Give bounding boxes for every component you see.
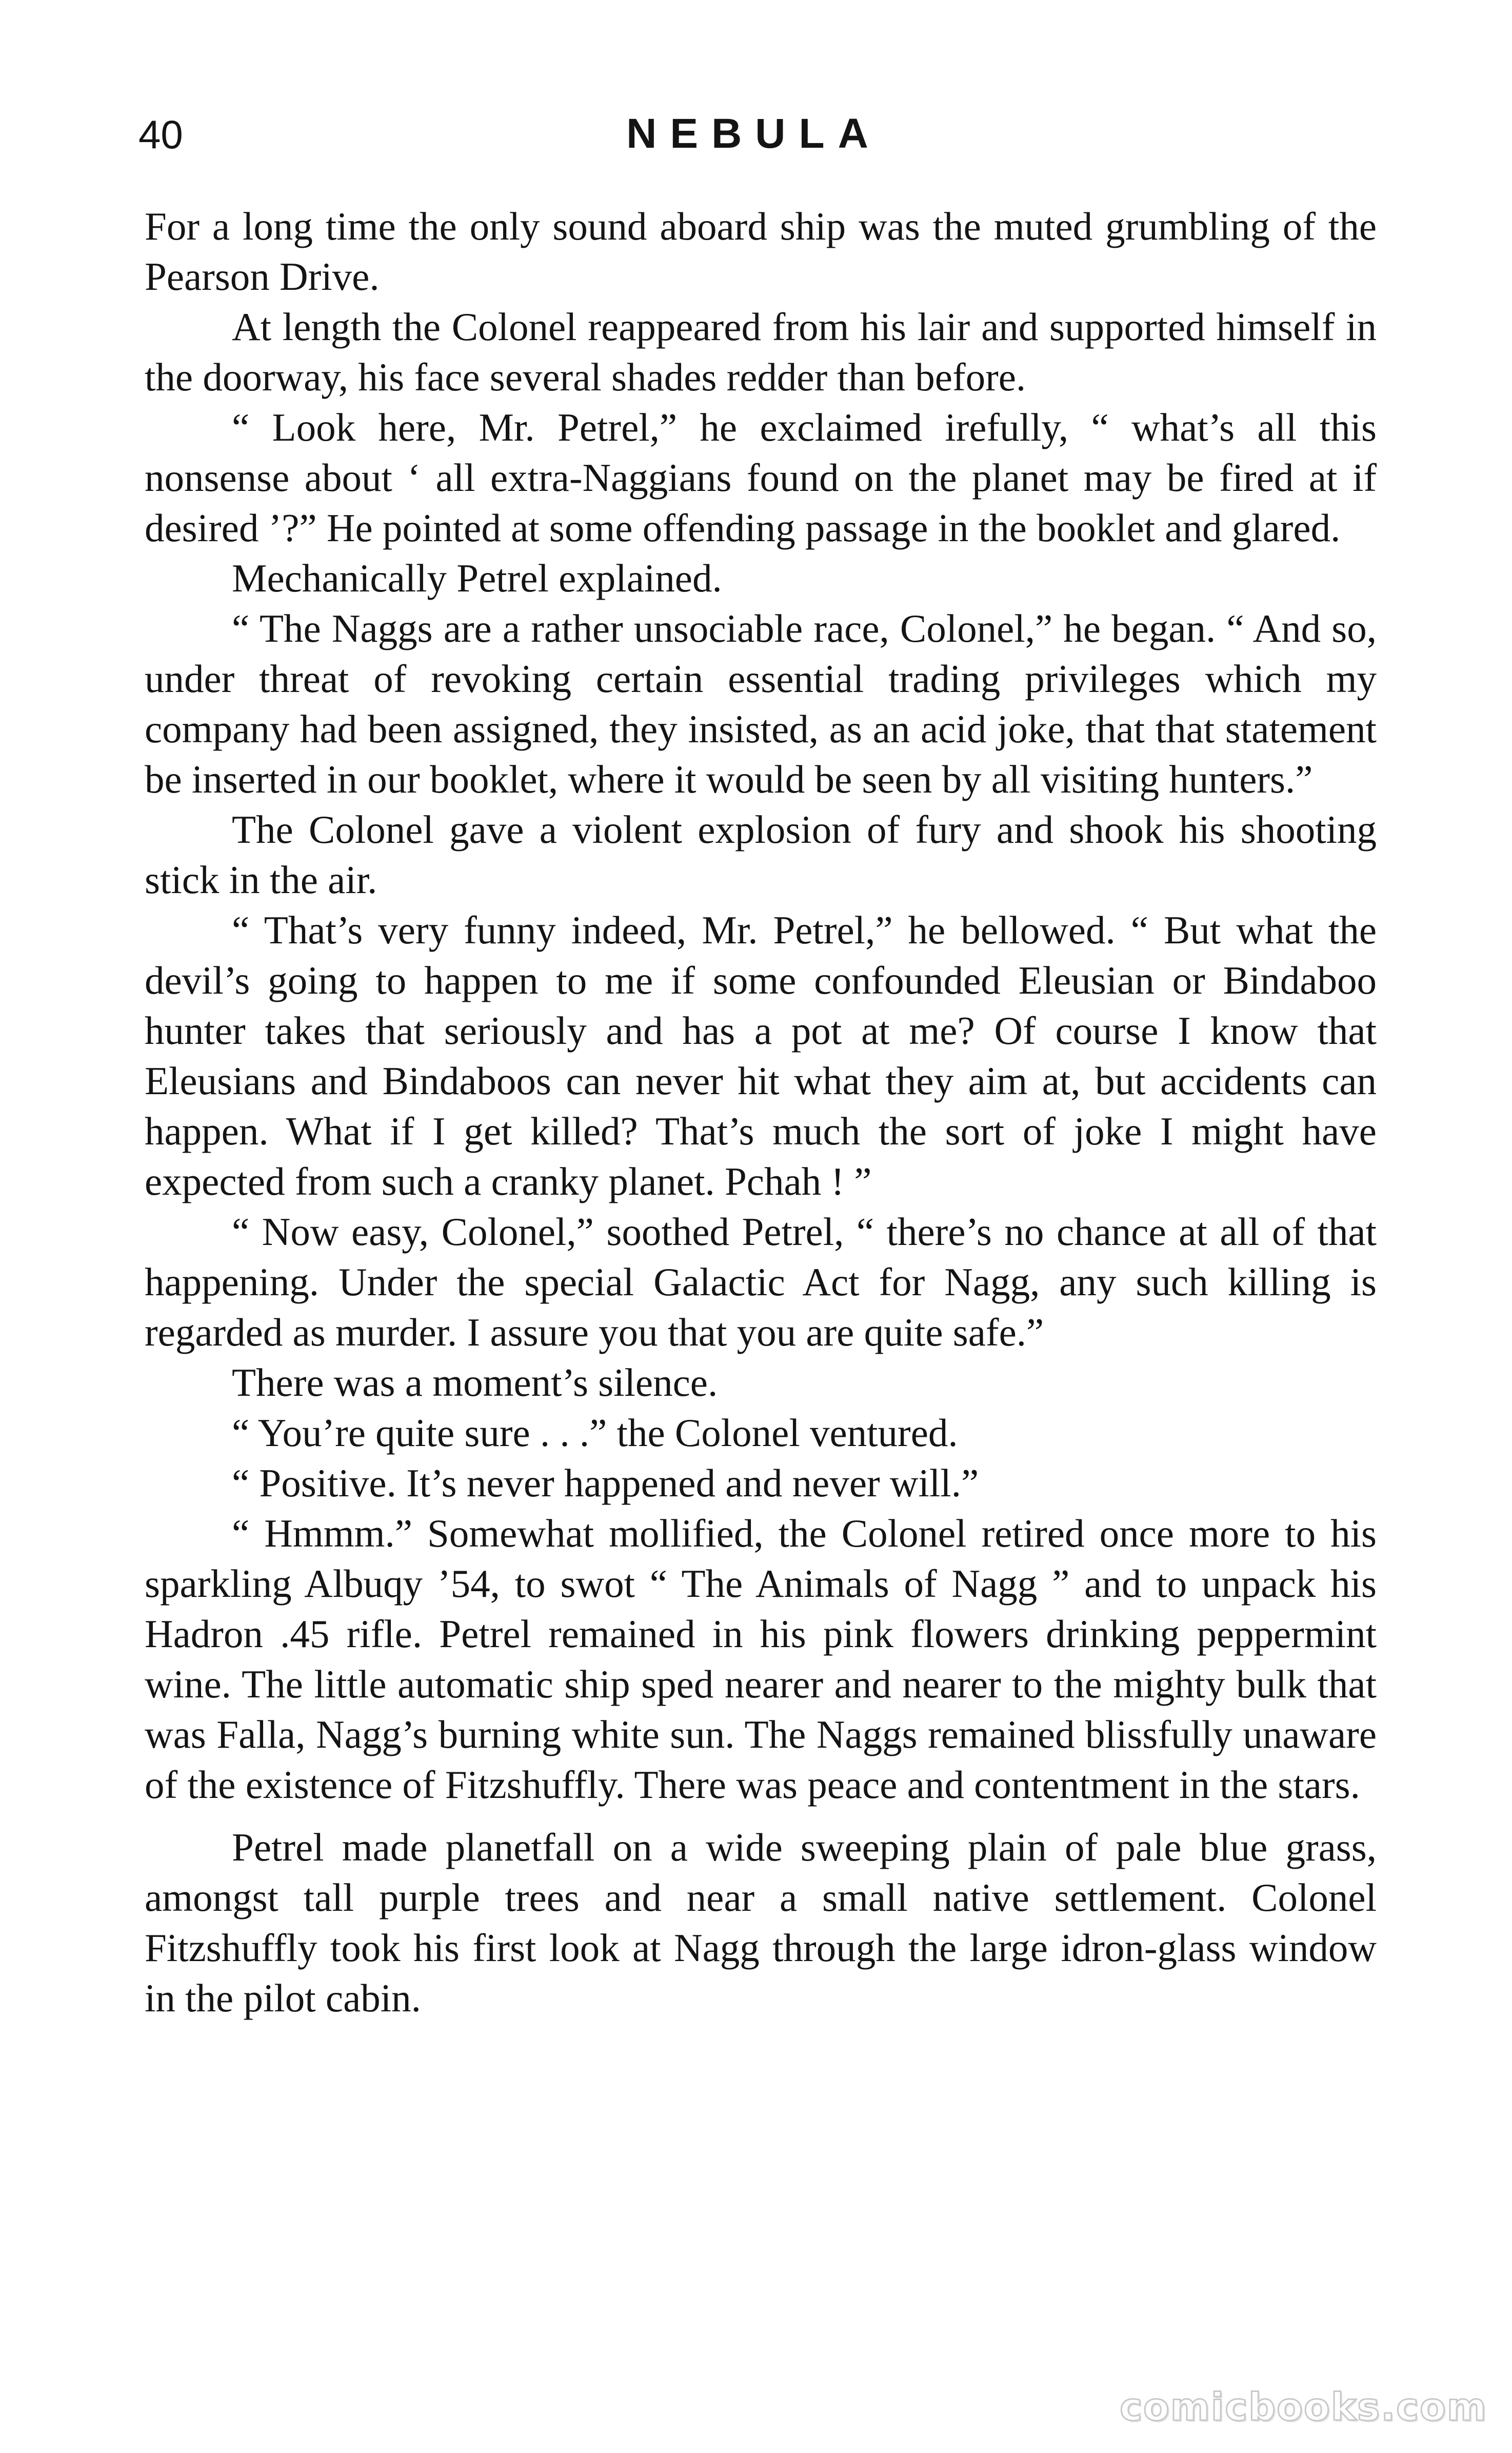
paragraph: “ Now easy, Colonel,” soothed Petrel, “ there’s no chance at all of that happening. Under the special Galactic Act for Nagg, any such killing is regarded as murder. I assure you that you are quite safe.”	[145, 1210, 1377, 1354]
paragraph: “ The Naggs are a rather unsociable race, Colonel,” he began. “ And so, under threat of revoking certain essential trading privileges which my company had been assigned, they insisted, as an acid joke, that that statement be inserted in our booklet, where it would be seen by all visiting hunters.”	[145, 606, 1377, 801]
paragraph: There was a moment’s silence.	[232, 1360, 718, 1404]
paragraph: “ That’s very funny indeed, Mr. Petrel,” he bellowed. “ But what the devil’s going to happen to me if some confounded Eleusian or Bindaboo hunter takes that seriously and has a pot at me? Of course I know that Eleusians and Bindaboos can never hit what they aim at, but accidents can happen. What if I get killed? That’s much the sort of joke I might have expected from such a cranky planet. Pchah ! ”	[145, 908, 1377, 1203]
page-header	[138, 110, 1369, 172]
page-number: 40	[138, 112, 183, 157]
paragraph: “ Look here, Mr. Petrel,” he exclaimed irefully, “ what’s all this nonsense about ‘ all extra-Naggians found on the planet may be fired at if desired ’?” He pointed at some offending passage in the booklet and glared.	[145, 405, 1377, 550]
paragraph: At length the Colonel reappeared from his lair and supported himself in the doorway, his face several shades redder than before.	[145, 305, 1377, 399]
paragraph: “ Positive. It’s never happened and never will.”	[232, 1461, 979, 1505]
paragraph: “ You’re quite sure . . .” the Colonel ventured.	[232, 1411, 958, 1455]
paragraph: Mechanically Petrel explained.	[232, 556, 722, 600]
paragraph: For a long time the only sound aboard ship was the muted grumbling of the Pearson Drive.	[145, 204, 1377, 299]
watermark-logo: comicbooks.com	[1120, 2385, 1487, 2429]
paragraph: Petrel made planetfall on a wide sweeping plain of pale blue grass, amongst tall purple trees and near a small native settlement. Colonel Fitzshuffly took his first look at Nagg through the large idron-glass window in the pilot cabin.	[145, 1825, 1377, 2020]
paragraph: “ Hmmm.” Somewhat mollified, the Colonel retired once more to his sparkling Albuqy ’54, to swot “ The Animals of Nagg ” and to unpack his Hadron .45 rifle. Petrel remained in his pink flowers drinking peppermint wine. The little automatic ship sped nearer and nearer to the mighty bulk that was Falla, Nagg’s burning white sun. The Naggs remained blissfully unaware of the existence of Fitzshuffly. There was peace and contentment in the stars.	[145, 1511, 1377, 1807]
text-body	[145, 201, 1377, 2023]
running-title: NEBULA	[626, 110, 882, 157]
paragraph: The Colonel gave a violent explosion of fury and shook his shooting stick in the air.	[145, 807, 1377, 902]
